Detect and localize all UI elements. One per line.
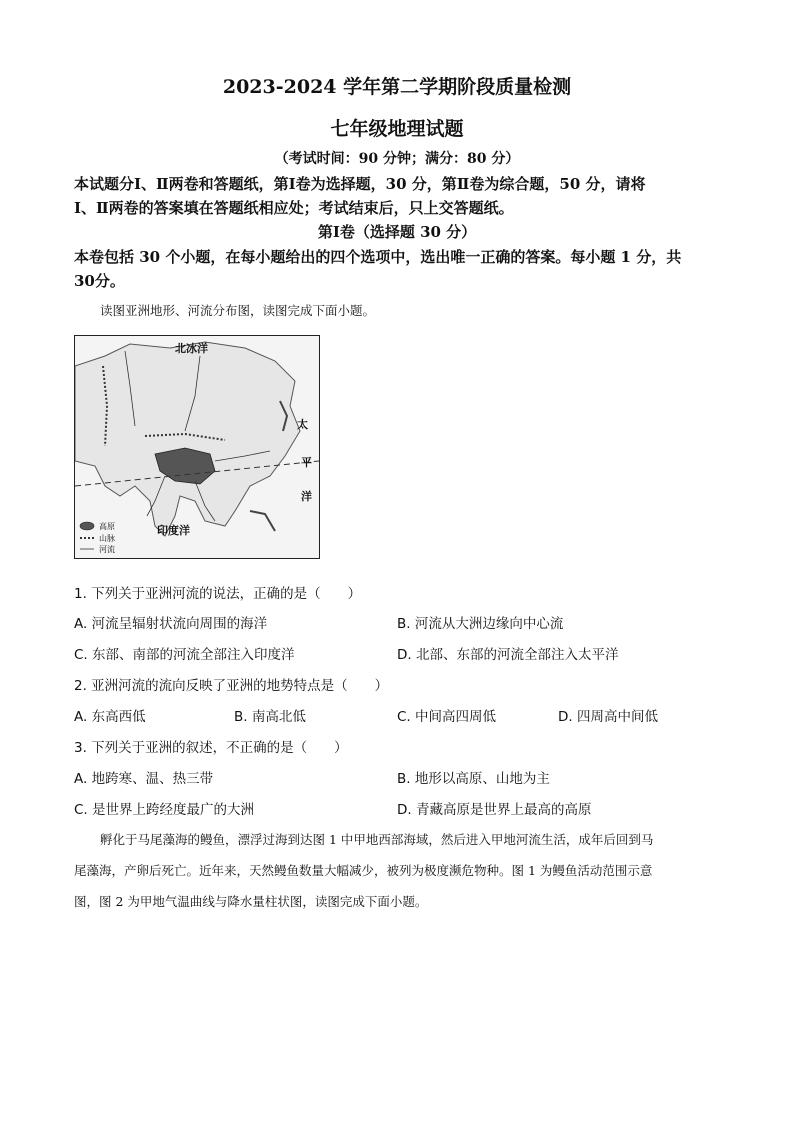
map-label-pacific-3: 洋 xyxy=(301,490,312,503)
map-label-arctic: 北冰洋 xyxy=(175,342,208,355)
map-label-indian: 印度洋 xyxy=(157,524,190,537)
asia-map xyxy=(74,335,320,559)
exam-info: （考试时间：90 分钟；满分：80 分） xyxy=(274,151,520,167)
question-3-option-b: B. 地形以高原、山地为主 xyxy=(397,771,550,787)
question-1-option-d: D. 北部、东部的河流全部注入太平洋 xyxy=(397,647,619,663)
question-3-stem: 3. 下列关于亚洲的叙述，不正确的是（ ） xyxy=(74,740,348,756)
question-1-option-b: B. 河流从大洲边缘向中心流 xyxy=(397,616,564,632)
passage2-line2: 尾藻海，产卵后死亡。近年来，天然鳗鱼数量大幅减少，被列为极度濒危物种。图 1 为鳗鱼活动范围示意 xyxy=(74,863,653,878)
exam-title: 2023-2024 学年第二学期阶段质量检测 xyxy=(222,76,572,98)
question-3-option-c: C. 是世界上跨经度最广的大洲 xyxy=(74,802,255,818)
question-2-stem: 2. 亚洲河流的流向反映了亚洲的地势特点是（ ） xyxy=(74,678,389,694)
passage2-line3: 图，图 2 为甲地气温曲线与降水量柱状图，读图完成下面小题。 xyxy=(74,894,428,909)
instructions-line1: 本试题分Ⅰ、Ⅱ两卷和答题纸，第Ⅰ卷为选择题，30 分，第Ⅱ卷为综合题，50 分，请将 xyxy=(74,175,646,193)
instructions-line2: Ⅰ、Ⅱ两卷的答案填在答题纸相应处；考试结束后，只上交答题纸。 xyxy=(74,199,514,217)
section1-desc-line1: 本卷包括 30 个小题，在每小题给出的四个选项中，选出唯一正确的答案。每小题 1 分，共 xyxy=(74,248,682,266)
section1-heading: 第Ⅰ卷（选择题 30 分） xyxy=(317,223,477,241)
question-1-stem: 1. 下列关于亚洲河流的说法，正确的是（ ） xyxy=(74,586,362,602)
question-1-option-a: A. 河流呈辐射状流向周围的海洋 xyxy=(74,616,268,632)
question-3-option-d: D. 青藏高原是世界上最高的高原 xyxy=(397,802,592,818)
question-2-option-d: D. 四周高中间低 xyxy=(558,709,658,725)
legend-mountain: 山脉 xyxy=(99,534,115,543)
question-2-option-b: B. 南高北低 xyxy=(234,709,306,725)
question-2-option-c: C. 中间高四周低 xyxy=(397,709,497,725)
exam-subtitle: 七年级地理试题 xyxy=(330,118,464,140)
section1-desc-line2: 30分。 xyxy=(74,272,125,290)
question-1-option-c: C. 东部、南部的河流全部注入印度洋 xyxy=(74,647,295,663)
map-intro: 读图亚洲地形、河流分布图，读图完成下面小题。 xyxy=(100,303,376,318)
map-label-pacific-1: 太 xyxy=(297,418,308,431)
legend-river: 河流 xyxy=(99,545,115,554)
legend-plateau: 高原 xyxy=(99,522,115,531)
passage2-line1: 孵化于马尾藻海的鳗鱼，漂浮过海到达图 1 中甲地西部海域，然后进入甲地河流生活，成年后回到马 xyxy=(100,832,654,847)
question-2-option-a: A. 东高西低 xyxy=(74,709,146,725)
map-label-pacific-2: 平 xyxy=(301,456,312,469)
question-3-option-a: A. 地跨寒、温、热三带 xyxy=(74,771,214,787)
